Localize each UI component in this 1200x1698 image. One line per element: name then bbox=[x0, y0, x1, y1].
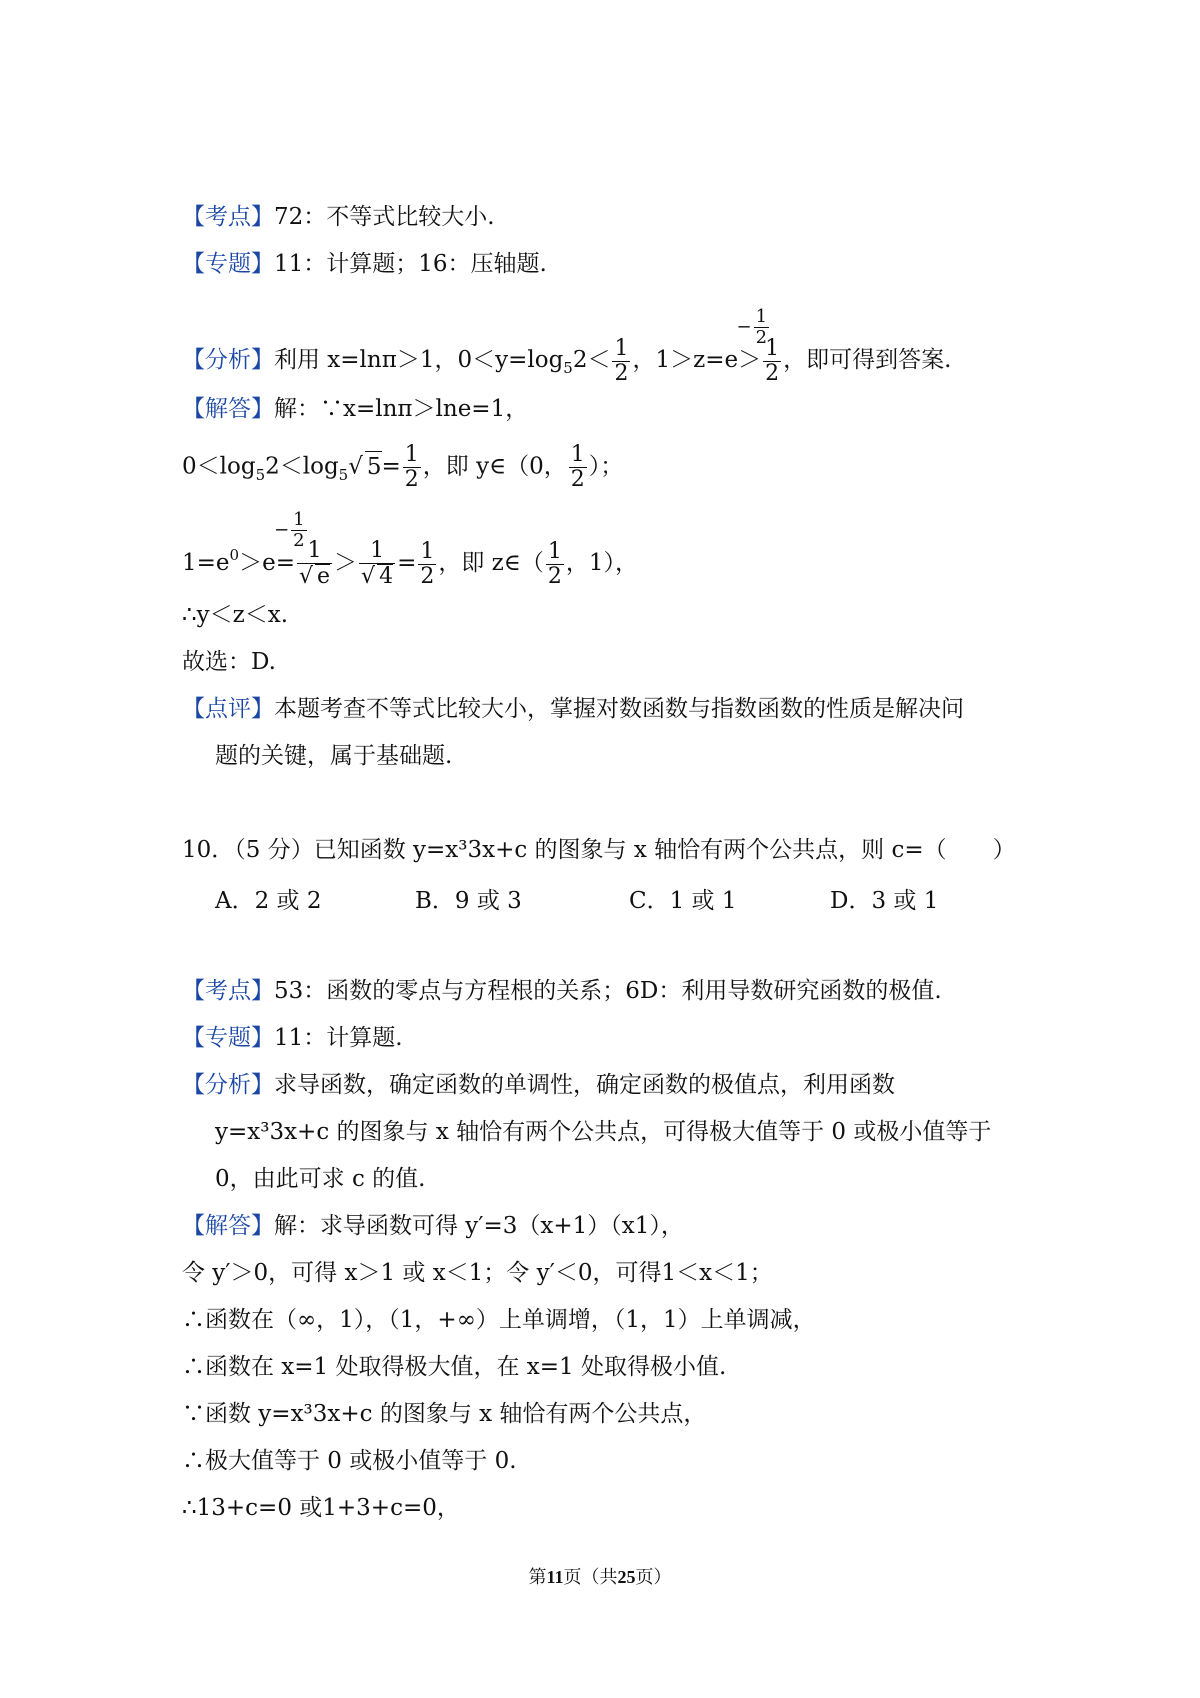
dianping-tag: 【点评】 bbox=[182, 696, 274, 722]
dianping-text1: 本题考查不等式比较大小，掌握对数函数与指数函数的性质是解决问 bbox=[274, 696, 964, 722]
exp-zero: 0 bbox=[229, 546, 240, 564]
e-exponent bbox=[737, 307, 772, 348]
sqrt-e: e bbox=[317, 564, 331, 589]
line3-f: ，即 z∈（ bbox=[438, 550, 544, 576]
fraction-denominator: 2 bbox=[755, 327, 768, 348]
footer-suffix: 页） bbox=[635, 1567, 672, 1588]
fraction-denominator: 2 bbox=[765, 360, 780, 386]
q9-fenxi bbox=[182, 306, 952, 386]
footer-prefix: 第 bbox=[528, 1567, 547, 1588]
sqrt-symbol: √ bbox=[348, 453, 363, 480]
q9-line2 bbox=[182, 443, 623, 492]
log-base: 5 bbox=[255, 465, 266, 484]
fraction-numerator: 1 bbox=[765, 335, 780, 361]
exponent-fraction bbox=[754, 307, 769, 348]
kaodian-text: 53：函数的零点与方程根的关系；6D：利用导数研究函数的极值. bbox=[274, 978, 942, 1004]
line2-b: 2＜log bbox=[265, 453, 339, 480]
q9-line5: 故选：D. bbox=[182, 649, 276, 675]
q9-dianping bbox=[182, 694, 964, 724]
q9-jieda bbox=[182, 394, 528, 424]
fraction-half bbox=[612, 337, 630, 386]
fenxi-text1: 求导函数，确定函数的单调性，确定函数的极值点，利用函数 bbox=[274, 1072, 895, 1098]
q10-line6: ∴极大值等于 0 或极小值等于 0. bbox=[182, 1448, 517, 1474]
q10-fenxi-cont2: 0，由此可求 c 的值. bbox=[215, 1166, 426, 1192]
fraction-denominator: 2 bbox=[293, 530, 305, 551]
fraction-half bbox=[403, 443, 421, 492]
zhuanti-tag: 【专题】 bbox=[182, 1025, 274, 1051]
q10-line4: ∴函数在 x=1 处取得极大值，在 x=1 处取得极小值. bbox=[182, 1354, 727, 1380]
fraction-numerator: 1 bbox=[293, 509, 305, 530]
fenxi-tag: 【分析】 bbox=[182, 347, 274, 373]
fraction-numerator: 1 bbox=[614, 335, 629, 361]
e-base: e bbox=[724, 347, 739, 373]
e-base: e bbox=[262, 550, 276, 576]
fraction-denominator: 2 bbox=[420, 563, 435, 589]
exponent-fraction bbox=[291, 510, 306, 551]
kaodian-text: 72：不等式比较大小. bbox=[274, 204, 495, 230]
line3-d: ＞ bbox=[334, 550, 358, 576]
fenxi-text-c: ，1＞z= bbox=[632, 347, 725, 373]
zhuanti-text: 11：计算题. bbox=[274, 1025, 403, 1051]
fraction-numerator: 1 bbox=[420, 538, 435, 564]
q9-line3 bbox=[182, 509, 638, 589]
fenxi-tag: 【分析】 bbox=[182, 1072, 274, 1098]
fraction-numerator: 1 bbox=[547, 538, 562, 564]
q9-kaodian bbox=[182, 202, 495, 232]
neg-sign: − bbox=[736, 316, 752, 338]
fraction-denominator: 2 bbox=[547, 563, 562, 589]
e-exponent bbox=[274, 510, 309, 551]
fraction-denominator: √ e bbox=[298, 564, 331, 589]
q10-line2: 令 y′＞0，可得 x＞1 或 x＜1；令 y′＜0，可得1＜x＜1； bbox=[182, 1260, 773, 1286]
log-base: 5 bbox=[338, 465, 349, 484]
fraction-numerator: 1 bbox=[570, 442, 585, 467]
q10-fenxi bbox=[182, 1070, 895, 1100]
q10-line7: ∴13+c=0 或1+3+c=0， bbox=[182, 1495, 460, 1521]
e-power bbox=[724, 306, 768, 375]
fraction-one-over-sqrt-4 bbox=[359, 539, 395, 589]
line3-e: = bbox=[397, 550, 417, 576]
page-number: 11 bbox=[546, 1567, 564, 1587]
zhuanti-text: 11：计算题；16：压轴题. bbox=[274, 251, 547, 277]
line3-a: 1=e bbox=[182, 550, 230, 576]
footer-mid: 页（共 bbox=[563, 1567, 618, 1588]
fraction-numerator: 1 bbox=[404, 442, 419, 467]
fraction-denominator: 2 bbox=[404, 467, 419, 492]
fenxi-text-a: 利用 x=lnπ＞1，0＜y=log bbox=[274, 347, 564, 373]
q10-jieda bbox=[182, 1211, 684, 1241]
choice-a: A．2 或 2 bbox=[215, 888, 322, 914]
jieda-tag: 【解答】 bbox=[182, 1213, 274, 1239]
q10-line5: ∵函数 y=x³3x+c 的图象与 x 轴恰有两个公共点， bbox=[182, 1401, 707, 1427]
q9-line4: ∴y＜z＜x. bbox=[182, 602, 289, 628]
page-total: 25 bbox=[617, 1567, 636, 1587]
jieda-line1: 解：∵x=lnπ＞lne=1， bbox=[274, 396, 529, 422]
line3-b: ＞ bbox=[239, 550, 263, 576]
choice-b: B．9 或 3 bbox=[415, 888, 522, 914]
neg-sign: − bbox=[274, 519, 290, 541]
e-power bbox=[262, 509, 305, 578]
line2-d: = bbox=[381, 453, 401, 480]
fraction-numerator: 1 bbox=[359, 539, 395, 564]
fenxi-text-d: ＞ bbox=[738, 347, 762, 373]
jieda-tag: 【解答】 bbox=[182, 396, 274, 422]
zhuanti-tag: 【专题】 bbox=[182, 251, 274, 277]
q10-stem: 10．（5 分）已知函数 y=x³3x+c 的图象与 x 轴恰有两个公共点，则 c=（ ） bbox=[182, 837, 1016, 863]
fraction-half bbox=[418, 540, 436, 589]
line3-c: = bbox=[275, 550, 295, 576]
sqrt-five: 5 bbox=[365, 451, 382, 482]
choice-c: C．1 或 1 bbox=[629, 888, 737, 914]
fraction-numerator: 1 bbox=[297, 539, 332, 564]
fraction-denominator: √ 4 bbox=[361, 564, 394, 589]
fraction-half bbox=[569, 443, 587, 492]
line3-g: ，1）， bbox=[565, 550, 638, 576]
q10-fenxi-cont1: y=x³3x+c 的图象与 x 轴恰有两个公共点，可得极大值等于 0 或极小值等于 bbox=[215, 1119, 992, 1145]
fraction-denominator: 2 bbox=[570, 467, 585, 492]
q10-zhuanti bbox=[182, 1023, 403, 1053]
line2-a: 0＜log bbox=[182, 453, 256, 480]
line2-e: ，即 y∈（0， bbox=[422, 453, 567, 480]
line2-f: ）； bbox=[588, 453, 624, 480]
q9-zhuanti bbox=[182, 249, 547, 279]
log-base: 5 bbox=[563, 359, 573, 377]
fenxi-text-e: ，即可得到答案. bbox=[783, 347, 952, 373]
page-footer bbox=[0, 1563, 1200, 1589]
fraction-half bbox=[546, 540, 564, 589]
q10-kaodian bbox=[182, 976, 942, 1006]
choice-d: D．3 或 1 bbox=[830, 888, 939, 914]
q9-dianping-cont: 题的关键，属于基础题. bbox=[215, 743, 453, 769]
q10-line3: ∴函数在（∞，1），（1，+∞）上单调增，（1，1）上单调减， bbox=[182, 1307, 816, 1333]
kaodian-tag: 【考点】 bbox=[182, 978, 274, 1004]
jieda-line1: 解：求导函数可得 y′=3（x+1）（x1）， bbox=[274, 1213, 684, 1239]
fenxi-text-b: 2＜ bbox=[572, 347, 611, 373]
fraction-numerator: 1 bbox=[755, 306, 768, 327]
sqrt-four: 4 bbox=[379, 564, 394, 589]
kaodian-tag: 【考点】 bbox=[182, 204, 274, 230]
fraction-denominator: 2 bbox=[614, 360, 629, 386]
